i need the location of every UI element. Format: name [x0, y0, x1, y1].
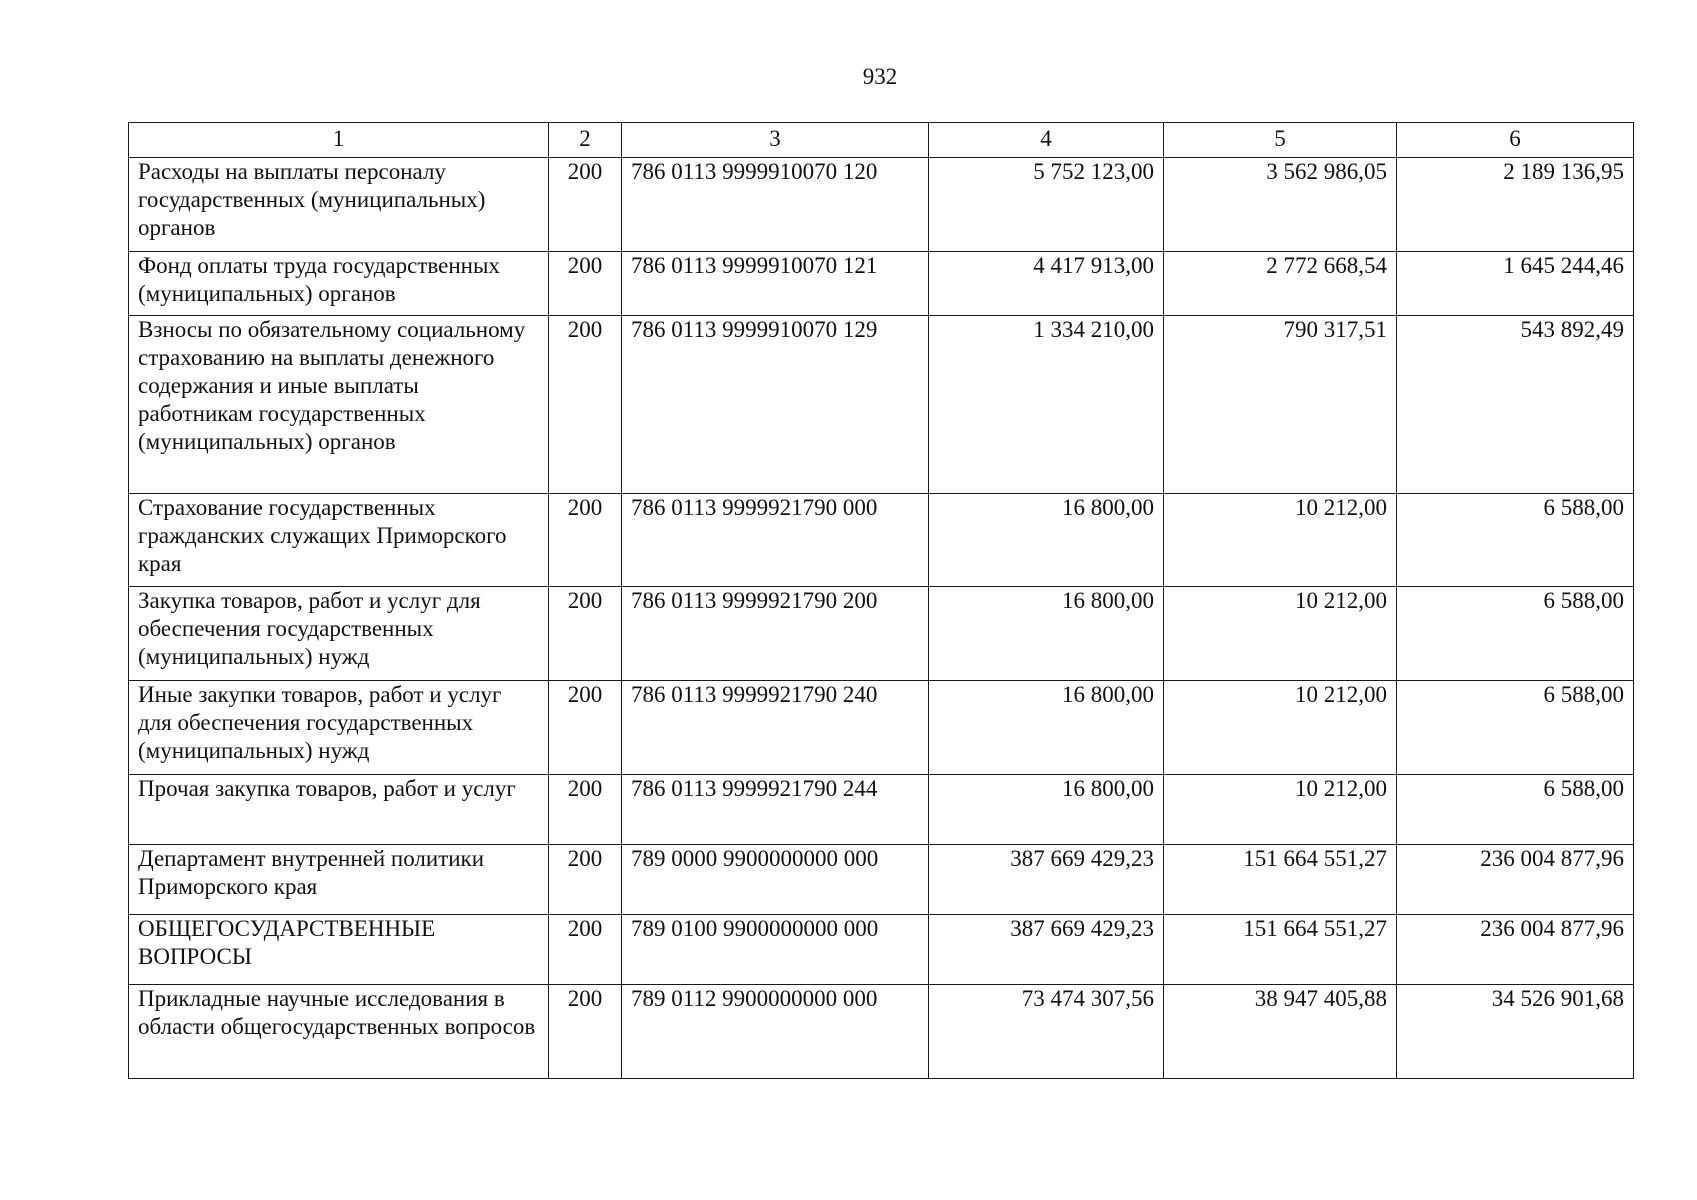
row-code: 789 0000 9900000000 000 [622, 845, 929, 915]
row-col2: 200 [549, 681, 622, 775]
row-name: Расходы на выплаты персоналу государственных (муниципальных) органов [129, 158, 549, 252]
row-col2: 200 [549, 587, 622, 681]
row-col2: 200 [549, 494, 622, 587]
row-name: Департамент внутренней политики Приморского края [129, 845, 549, 915]
row-col2: 200 [549, 775, 622, 845]
row-value-4: 387 669 429,23 [929, 845, 1164, 915]
row-name: Закупка товаров, работ и услуг для обеспечения государственных (муниципальных) нужд [129, 587, 549, 681]
table-row [129, 985, 1634, 1079]
row-code: 786 0113 9999921790 244 [622, 775, 929, 845]
table-row [129, 681, 1634, 775]
row-value-5: 10 212,00 [1164, 681, 1397, 775]
row-value-6: 6 588,00 [1397, 587, 1634, 681]
row-name: ОБЩЕГОСУДАРСТВЕННЫЕ ВОПРОСЫ [129, 915, 549, 985]
row-value-5: 10 212,00 [1164, 587, 1397, 681]
row-value-6: 236 004 877,96 [1397, 845, 1634, 915]
row-value-6: 6 588,00 [1397, 681, 1634, 775]
table-row [129, 775, 1634, 845]
row-value-4: 16 800,00 [929, 775, 1164, 845]
row-value-4: 73 474 307,56 [929, 985, 1164, 1079]
table-row [129, 845, 1634, 915]
row-value-4: 5 752 123,00 [929, 158, 1164, 252]
row-value-5: 3 562 986,05 [1164, 158, 1397, 252]
row-value-5: 790 317,51 [1164, 316, 1397, 494]
row-value-4: 387 669 429,23 [929, 915, 1164, 985]
row-value-6: 236 004 877,96 [1397, 915, 1634, 985]
row-col2: 200 [549, 845, 622, 915]
row-value-5: 151 664 551,27 [1164, 915, 1397, 985]
table-row [129, 316, 1634, 494]
header-row [129, 123, 1634, 158]
row-name: Иные закупки товаров, работ и услуг для обеспечения государственных (муниципальных) нужд [129, 681, 549, 775]
row-name: Фонд оплаты труда государственных (муниципальных) органов [129, 252, 549, 316]
row-name: Прочая закупка товаров, работ и услуг [129, 775, 549, 845]
row-value-4: 4 417 913,00 [929, 252, 1164, 316]
row-name: Прикладные научные исследования в области общегосударственных вопросов [129, 985, 549, 1079]
row-col2: 200 [549, 915, 622, 985]
budget-table [128, 122, 1634, 1079]
row-value-5: 38 947 405,88 [1164, 985, 1397, 1079]
row-value-4: 1 334 210,00 [929, 316, 1164, 494]
row-name: Страхование государственных гражданских служащих Приморского края [129, 494, 549, 587]
row-col2: 200 [549, 252, 622, 316]
header-cell-5: 5 [1164, 123, 1397, 158]
row-col2: 200 [549, 985, 622, 1079]
row-value-5: 10 212,00 [1164, 775, 1397, 845]
row-col2: 200 [549, 316, 622, 494]
row-value-5: 151 664 551,27 [1164, 845, 1397, 915]
header-cell-4: 4 [929, 123, 1164, 158]
row-value-6: 34 526 901,68 [1397, 985, 1634, 1079]
table-row [129, 915, 1634, 985]
header-cell-3: 3 [622, 123, 929, 158]
row-code: 786 0113 9999910070 120 [622, 158, 929, 252]
header-cell-6: 6 [1397, 123, 1634, 158]
row-name: Взносы по обязательному социальному страхованию на выплаты денежного содержания и иные выплаты работникам государственных (муниципальных) органов [129, 316, 549, 494]
row-code: 786 0113 9999921790 000 [622, 494, 929, 587]
row-value-4: 16 800,00 [929, 494, 1164, 587]
row-value-6: 6 588,00 [1397, 775, 1634, 845]
header-cell-1: 1 [129, 123, 549, 158]
table-row [129, 158, 1634, 252]
row-value-4: 16 800,00 [929, 587, 1164, 681]
row-col2: 200 [549, 158, 622, 252]
row-value-5: 2 772 668,54 [1164, 252, 1397, 316]
row-value-6: 2 189 136,95 [1397, 158, 1634, 252]
row-code: 789 0100 9900000000 000 [622, 915, 929, 985]
table-row [129, 252, 1634, 316]
row-code: 786 0113 9999921790 200 [622, 587, 929, 681]
row-value-5: 10 212,00 [1164, 494, 1397, 587]
row-code: 786 0113 9999910070 129 [622, 316, 929, 494]
page-number: 932 [862, 64, 898, 89]
row-code: 786 0113 9999910070 121 [622, 252, 929, 316]
row-code: 789 0112 9900000000 000 [622, 985, 929, 1079]
header-cell-2: 2 [549, 123, 622, 158]
row-value-6: 1 645 244,46 [1397, 252, 1634, 316]
table-row [129, 587, 1634, 681]
row-value-4: 16 800,00 [929, 681, 1164, 775]
row-value-6: 6 588,00 [1397, 494, 1634, 587]
table-row [129, 494, 1634, 587]
row-code: 786 0113 9999921790 240 [622, 681, 929, 775]
row-value-6: 543 892,49 [1397, 316, 1634, 494]
